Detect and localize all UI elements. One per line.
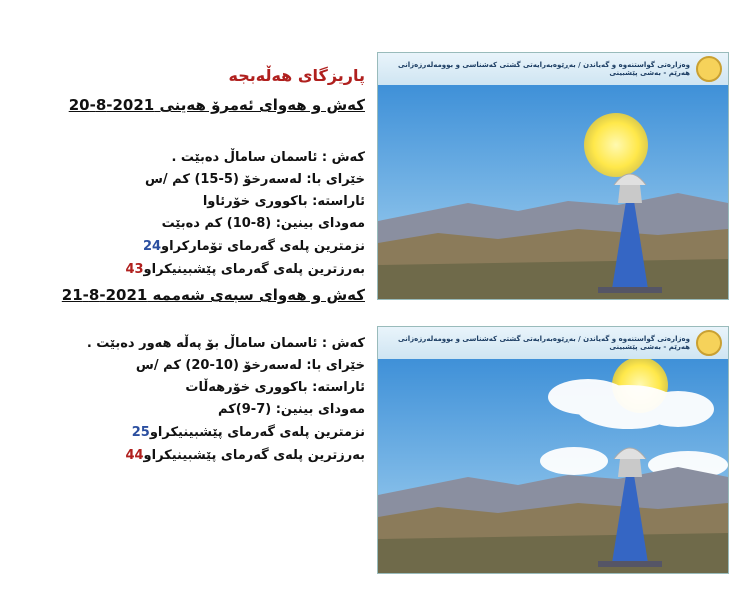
photo-banner-text-2: وەزارەتی گواستنەوە و گەیاندن / بەڕێوەبەرایەتی گشتی کەشناسی و بوومەلەرزەزانی هەرێم - بەشی پێشبینی	[398, 335, 690, 351]
day1-direction: ئاراستە: باکووری خۆرئاوا	[202, 194, 365, 209]
day2-min-value: 25	[131, 425, 150, 440]
weather-photo-partly-cloudy	[377, 326, 729, 574]
day1-wind: خێرای با: لەسەرخۆ (5-15) کم /س	[144, 172, 365, 187]
day1-min-value: 24	[142, 239, 162, 254]
day2-direction: ئاراستە: باکووری خۆرهەڵات	[185, 380, 365, 395]
day2-sky: کەش : ئاسمان ساماڵ بۆ پەڵە هەور دەبێت .	[86, 336, 365, 351]
day1-max-value: 43	[125, 262, 144, 277]
photo-banner-2	[378, 327, 728, 359]
province-title: پاریزگای هەڵەبجە	[228, 66, 365, 85]
day1-max	[125, 262, 365, 277]
day2-min	[132, 425, 365, 440]
day2-max	[125, 448, 365, 463]
sunny-scene-image	[378, 53, 728, 299]
weather-photo-sunny	[377, 52, 729, 300]
day2-visibility: مەودای بینین: (7-9)کم	[218, 402, 365, 417]
day2-heading: کەش و هەوای سبەی شەممە 2021-8-21	[61, 286, 365, 304]
ministry-seal-icon	[696, 56, 722, 82]
day1-min	[143, 239, 365, 254]
day1-heading: کەش و هەوای ئەمرۆ هەینی 2021-8-20	[68, 96, 365, 114]
day2-max-label: بەرزترین پلەی گەرمای پێشبینیکراو	[143, 448, 365, 463]
day1-sky: کەش : ئاسمان ساماڵ دەبێت .	[171, 150, 365, 165]
day2-max-value: 44	[125, 448, 144, 463]
photo-banner-text-1: وەزارەتی گواستنەوە و گەیاندن / بەڕێوەبەرایەتی گشتی کەشناسی و بوومەلەرزەزانی هەرێم - بەشی پێشبینی	[398, 61, 690, 77]
cloudy-scene-image	[378, 327, 728, 573]
day1-min-label: نزمترین پلەی گەرمای تۆمارکراو	[161, 239, 365, 254]
day2-wind: خێرای با: لەسەرخۆ (10-20) کم /س	[135, 358, 365, 373]
day2-min-label: نزمترین پلەی گەرمای پێشبینیکراو	[149, 425, 365, 440]
day1-visibility: مەودای بینین: (8-10) کم دەبێت	[161, 216, 365, 231]
day1-max-label: بەرزترین پلەی گەرمای پێشبینیکراو	[143, 262, 365, 277]
photo-banner-1	[378, 53, 728, 85]
ministry-seal-icon	[696, 330, 722, 356]
